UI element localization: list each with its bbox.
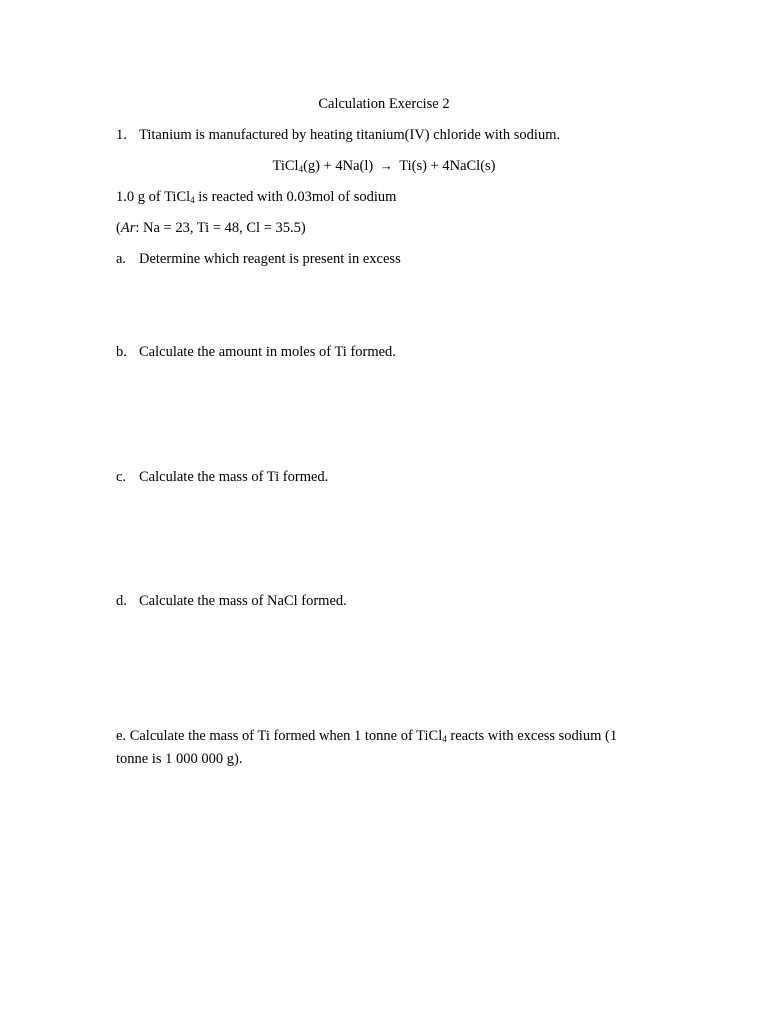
part-b <box>116 343 396 361</box>
given-text-a: 1.0 g of TiCl <box>116 189 191 205</box>
part-c-label: c. <box>116 469 127 485</box>
part-a-text: Determine which reagent is present in excess <box>139 251 401 267</box>
equation-lhs-formula: TiCl <box>272 158 299 174</box>
part-e-text-b: reacts with excess sodium (1 tonne is 1 000 000 g). <box>116 728 618 767</box>
reaction-arrow: → <box>379 158 393 173</box>
part-c <box>116 468 328 486</box>
chemical-equation <box>0 157 768 176</box>
question-1-number: 1. <box>116 127 127 143</box>
part-e-text-a: Calculate the mass of Ti formed when 1 tonne of TiCl <box>126 728 443 744</box>
atomic-masses <box>116 219 306 237</box>
equation-lhs-subscript: 4 <box>298 164 304 174</box>
part-b-label: b. <box>116 344 127 360</box>
equation-lhs-rest: (g) + 4Na(l) <box>303 158 374 174</box>
part-d <box>116 592 347 610</box>
ar-open-paren: ( <box>116 220 121 236</box>
part-e-label: e. <box>116 728 127 744</box>
part-a <box>116 250 401 268</box>
part-d-text: Calculate the mass of NaCl formed. <box>139 593 347 609</box>
part-b-text: Calculate the amount in moles of Ti formed. <box>139 344 396 360</box>
given-text-b: is reacted with 0.03mol of sodium <box>194 189 397 205</box>
part-d-label: d. <box>116 593 127 609</box>
given-quantities <box>116 188 396 207</box>
part-e-subscript: 4 <box>442 734 447 744</box>
given-subscript: 4 <box>190 195 195 205</box>
equation-rhs: Ti(s) + 4NaCl(s) <box>399 158 496 174</box>
part-e <box>116 725 646 770</box>
page-title: Calculation Exercise 2 <box>318 96 450 112</box>
part-c-text: Calculate the mass of Ti formed. <box>139 469 329 485</box>
question-1-text: Titanium is manufactured by heating titanium(IV) chloride with sodium. <box>139 127 561 143</box>
part-a-label: a. <box>116 251 127 267</box>
question-1 <box>116 126 560 144</box>
ar-values: : Na = 23, Ti = 48, Cl = 35.5) <box>135 220 306 236</box>
ar-symbol: Ar <box>120 220 136 236</box>
